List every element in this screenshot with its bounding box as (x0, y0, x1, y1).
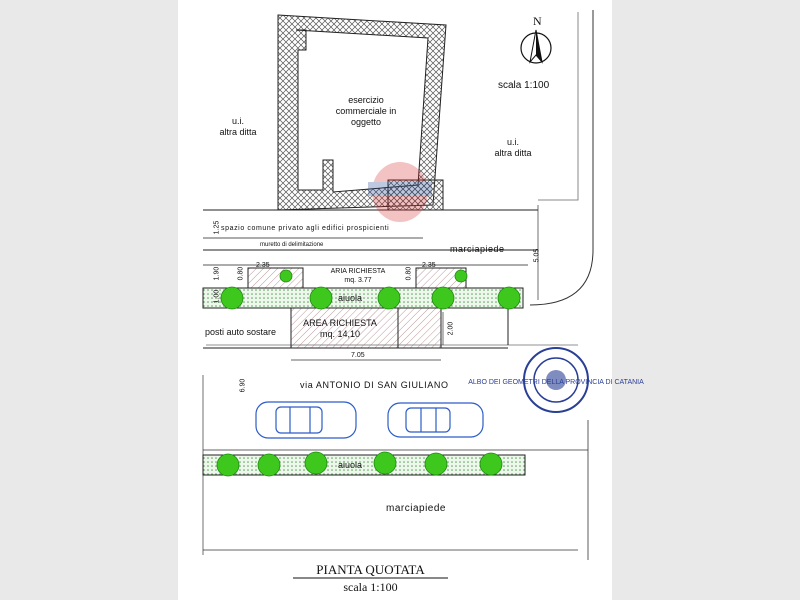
area-large-title: AREA RICHIESTA (303, 318, 377, 328)
shop-label: esercizio commerciale in oggetto (335, 95, 397, 127)
tree (305, 452, 327, 474)
sidewalk-bottom-label: marciapiede (386, 503, 446, 514)
property-boundary-line (538, 12, 578, 200)
tree (374, 452, 396, 474)
dim-1-90: 1.90 (213, 266, 221, 281)
flowerbed-top-label: aiuola (338, 293, 363, 303)
tree (217, 454, 239, 476)
flowerbed-bottom (203, 455, 525, 475)
stamp-text: ALBO DEI GEOMETRI DELLA PROVINCIA DI CATANIA (468, 379, 644, 386)
dim-0-80-right: 0.80 (405, 266, 413, 281)
notary-stamp (468, 348, 644, 412)
shared-space-label: spazio comune privato agli edifici prospicienti (221, 225, 390, 232)
neighbor-left-label: u.i. altra ditta (219, 116, 257, 137)
dim-1-00: 1.00 (213, 289, 221, 304)
low-wall-label: muretto di delimitazione (260, 242, 324, 248)
area-large-value: mq. 14,10 (319, 329, 361, 339)
tree (425, 453, 447, 475)
tree (432, 287, 454, 309)
tree (221, 287, 243, 309)
tree (378, 287, 400, 309)
tree (498, 287, 520, 309)
requested-area-small-left (248, 268, 303, 288)
dim-6-90: 6.90 (239, 378, 247, 393)
tree (280, 270, 292, 282)
area-small-value: mq. 3.77 (344, 277, 372, 284)
dim-0-80-left: 0.80 (237, 266, 245, 281)
dim-2-35-left: 2.35 (256, 262, 270, 269)
parking-label: posti auto sostare (205, 327, 277, 337)
tree (455, 270, 467, 282)
plan-sheet (178, 0, 644, 600)
flowerbed-top (203, 288, 523, 308)
scale-top-label: scala 1:100 (498, 80, 550, 91)
north-arrow-icon (521, 30, 551, 63)
car-right (388, 403, 483, 437)
flowerbed-bottom-label: aiuola (338, 460, 363, 470)
sidewalk-top-label: marciapiede (450, 244, 505, 254)
plan-scale: scala 1:100 (343, 580, 398, 594)
dim-2-00: 2.00 (447, 321, 455, 336)
plan-title: PIANTA QUOTATA (316, 562, 425, 577)
tree (258, 454, 280, 476)
car-left (256, 402, 356, 438)
area-small-title: ARIA RICHIESTA (330, 268, 386, 275)
north-label: N (533, 14, 542, 28)
requested-area-large (291, 308, 441, 348)
dim-1-25: 1.25 (213, 220, 221, 235)
tree (310, 287, 332, 309)
neighbor-right-label: u.i. altra ditta (494, 137, 532, 158)
street-name-label: via ANTONIO DI SAN GIULIANO (300, 380, 449, 390)
tree (480, 453, 502, 475)
dim-7-05: 7.05 (351, 352, 365, 359)
dim-5-05: 5.05 (533, 248, 541, 263)
dim-2-35-right: 2.35 (422, 262, 436, 269)
